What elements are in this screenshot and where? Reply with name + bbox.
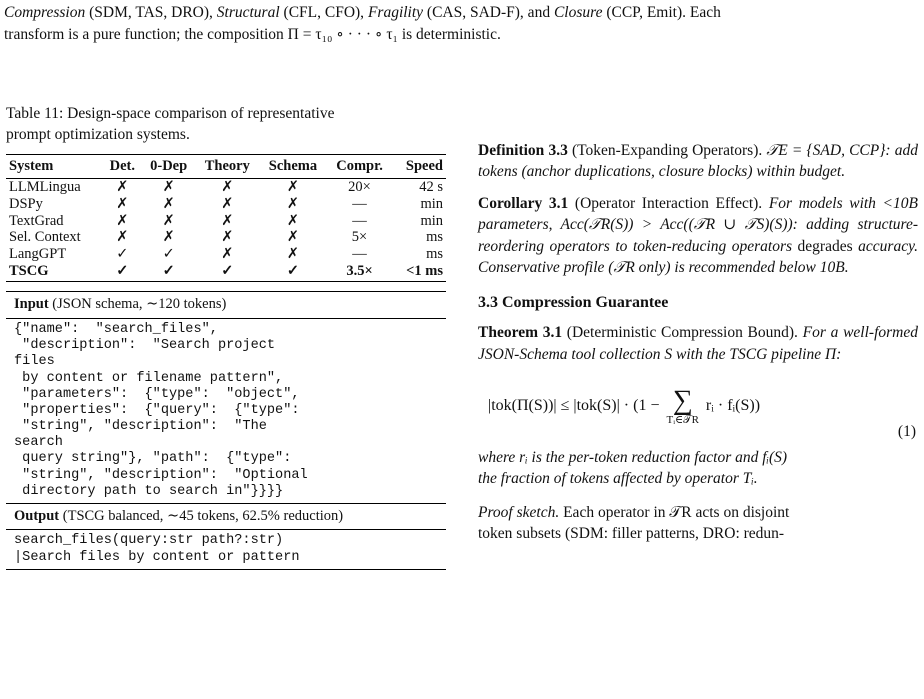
proof-text: Each operator in 𝒯R acts on disjoint	[559, 503, 790, 521]
where-line: the fraction of tokens affected by operator Tᵢ.	[478, 470, 758, 488]
cor-body: accuracy. Conservative profile (𝒯R only) is recommended below 10B.	[478, 237, 918, 276]
code-line: files	[14, 354, 55, 370]
table-row	[6, 229, 446, 246]
right-column	[478, 140, 918, 545]
table-cell: ✗	[162, 229, 175, 246]
table-cell: ms	[426, 229, 443, 246]
sum-symbol: ∑ Tᵢ∈𝒯R	[666, 385, 699, 427]
cor-body: For models with <10B parameters, Acc(𝒯R(S)) > Acc((𝒯R ∪ 𝒯S)(S)): adding structure-reordering operators to token-reducing operators	[478, 194, 918, 255]
code-line: search	[14, 435, 63, 451]
table-cell: 20×	[348, 179, 371, 196]
col-header: Theory	[195, 154, 259, 179]
intro-span: (CAS, SAD-F), and	[423, 4, 554, 21]
table-cell: ✗	[286, 212, 299, 229]
input-header	[6, 292, 446, 319]
input-desc: (JSON schema, ∼120 tokens)	[48, 296, 227, 313]
table-row	[6, 263, 446, 282]
proof-label: Proof sketch.	[478, 503, 560, 521]
table-cell: min	[420, 212, 443, 229]
table-cell: 42 s	[419, 179, 443, 196]
table-cell: ✗	[116, 196, 129, 213]
intro-span: (SDM, TAS, DRO),	[85, 4, 217, 21]
cor-body-upright: degrades	[797, 237, 853, 255]
col-header: Det.	[103, 154, 142, 179]
table-cell: ✗	[221, 196, 234, 213]
thm-body: For a well-formed JSON-Schema tool collection S with the TSCG pipeline Π:	[478, 324, 918, 363]
table-cell: —	[352, 196, 367, 213]
table-cell: ✗	[221, 212, 234, 229]
col-header: Schema	[259, 154, 327, 179]
table-cell: ✗	[116, 179, 129, 196]
table-cell: ✗	[162, 179, 175, 196]
code-line: by content or filename pattern",	[14, 370, 284, 386]
intro-span: (CCP, Emit). Each	[602, 4, 721, 21]
table-cell: ✓	[162, 246, 175, 263]
table-row	[6, 213, 446, 230]
input-code	[6, 319, 446, 503]
code-line: {"name": "search_files",	[14, 322, 218, 337]
table-cell: ✗	[116, 212, 129, 229]
system-name-cell: LangGPT	[9, 246, 67, 263]
system-name-cell: DSPy	[9, 196, 43, 213]
table-cell: ✓	[259, 263, 327, 282]
output-label: Output	[14, 507, 60, 524]
def-name: (Token-Expanding Operators).	[567, 142, 763, 159]
table-cell: min	[420, 196, 443, 213]
output-header	[6, 504, 446, 531]
table-cell: ✗	[286, 179, 299, 196]
table-row	[6, 246, 446, 263]
table-cell: ✗	[286, 196, 299, 213]
intro-line-1	[4, 2, 920, 24]
table-cell: ✗	[286, 229, 299, 246]
def-body: 𝒯E = {SAD, CCP}: add tokens (anchor duplications, closure blocks) within budget.	[478, 142, 918, 181]
intro-term-fragility: Fragility	[367, 4, 424, 21]
eq-left: |tok(Π(S))| ≤ |tok(S)| · (1 −	[488, 397, 664, 415]
section-heading: 3.3 Compression Guarantee	[478, 294, 669, 312]
equation-1	[478, 375, 918, 443]
intro-span: (CFL, CFO),	[279, 4, 368, 21]
table-cell: ✗	[116, 229, 129, 246]
eq-right: rᵢ · fᵢ(S))	[701, 397, 761, 415]
cor-name: (Operator Interaction Effect).	[568, 194, 769, 212]
system-name-cell: LLMLingua	[9, 179, 81, 196]
table-cell: <1 ms	[392, 263, 446, 282]
table-cell: —	[352, 212, 367, 229]
table-cell: ✗	[162, 196, 175, 213]
table-cell: ✓	[142, 263, 196, 282]
corollary-3-1	[478, 193, 918, 279]
where-clause	[478, 447, 918, 490]
table-cell: —	[352, 246, 367, 263]
design-space-table	[6, 154, 446, 283]
code-line: directory path to search in"}}}}	[14, 483, 284, 499]
col-header: 0-Dep	[142, 154, 196, 179]
col-header: System	[6, 154, 103, 179]
sum-subscript: Tᵢ∈𝒯R	[666, 414, 699, 427]
input-label: Input	[14, 296, 49, 313]
output-code	[6, 530, 446, 568]
example-box	[6, 291, 446, 569]
def-title: Definition 3.3	[478, 142, 568, 159]
table-cell: ✓	[103, 263, 142, 282]
col-header: Speed	[392, 154, 446, 179]
cor-title: Corollary 3.1	[478, 194, 569, 212]
table-cell: ✗	[221, 246, 234, 263]
table-cell: ✗	[221, 229, 234, 246]
code-line: "description": "Search project	[14, 338, 276, 354]
system-name-cell: Sel. Context	[9, 229, 81, 246]
code-line: "string", "description": "The	[14, 419, 267, 435]
equation-number: (1)	[897, 423, 916, 441]
table-cell: ✗	[221, 179, 234, 196]
thm-title: Theorem 3.1	[478, 324, 563, 342]
code-line: "properties": {"query": {"type":	[14, 402, 300, 418]
intro-term-closure: Closure	[553, 4, 603, 21]
code-line: |Search files by content or pattern	[14, 549, 300, 565]
where-line: where rᵢ is the per-token reduction factor and fᵢ(S)	[478, 449, 788, 467]
system-name-cell: TSCG	[6, 263, 103, 282]
table-caption	[6, 104, 446, 146]
code-line: query string"}, "path": {"type":	[14, 451, 292, 467]
table-cell: ✓	[195, 263, 259, 282]
proof-text: token subsets (SDM: filler patterns, DRO: redun-	[478, 525, 785, 543]
table-cell: ms	[426, 246, 443, 263]
table-cell: ✗	[162, 212, 175, 229]
table-row	[6, 196, 446, 213]
output-desc: (TSCG balanced, ∼45 tokens, 62.5% reduction)	[59, 507, 344, 524]
table-cell: 5×	[351, 229, 368, 246]
caption-line: Table 11: Design-space comparison of representative	[6, 105, 335, 122]
table-row	[6, 179, 446, 196]
left-column	[6, 104, 446, 570]
intro-text	[4, 2, 920, 45]
intro-line-2: transform is a pure function; the composition Π = τ₁₀ ∘ · · · ∘ τ₁ is deterministic.	[4, 25, 501, 43]
system-name-cell: TextGrad	[9, 212, 64, 229]
definition-3-3	[478, 140, 918, 183]
intro-term-structural: Structural	[216, 4, 280, 21]
equation-body	[488, 387, 760, 426]
proof-sketch	[478, 502, 918, 545]
thm-name: (Deterministic Compression Bound).	[562, 324, 803, 342]
col-header: Compr.	[327, 154, 393, 179]
table-cell: ✗	[286, 246, 299, 263]
table-cell: ✓	[116, 246, 129, 263]
caption-line: prompt optimization systems.	[6, 125, 190, 143]
table-header-row	[6, 154, 446, 179]
code-line: search_files(query:str path?:str)	[14, 533, 284, 549]
table-cell: 3.5×	[327, 263, 393, 282]
code-line: "string", "description": "Optional	[14, 467, 308, 483]
intro-term-compression: Compression	[4, 4, 86, 21]
code-line: "parameters": {"type": "object",	[14, 386, 300, 402]
theorem-3-1	[478, 322, 918, 365]
